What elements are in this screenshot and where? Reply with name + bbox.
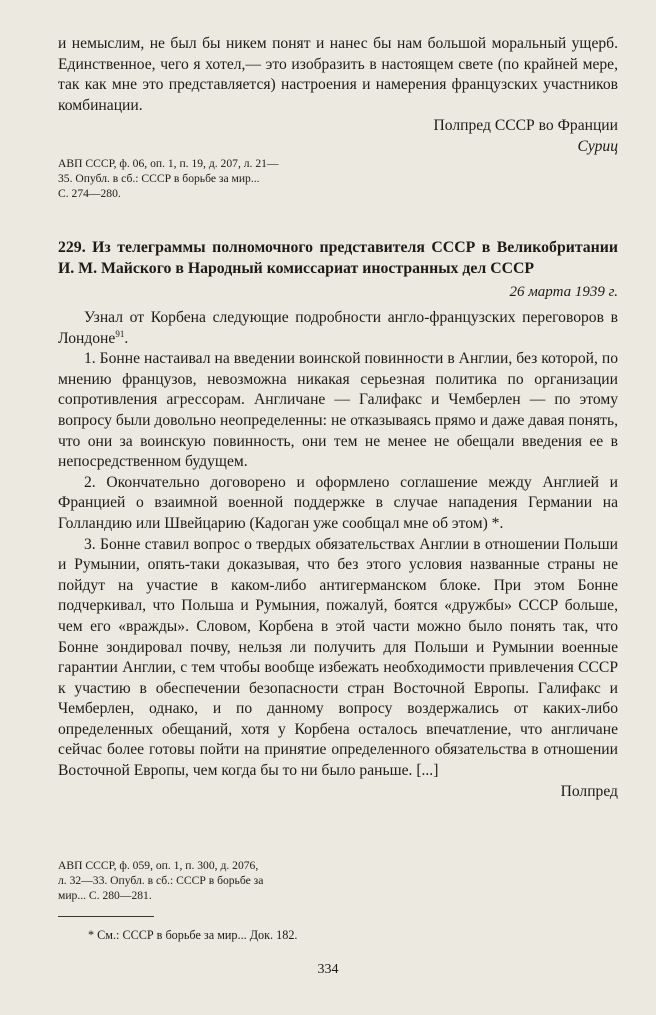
source-line: С. 274—280. — [58, 187, 121, 200]
paragraph-3: 3. Бонне ставил вопрос о твердых обязательствах Англии в отношении Польши и Румынии, опять-таки доказывая, что без этого условия названные страны не пойдут на участие в каком-либо антигерманском блоке. При этом Бонне подчеркивал, что Польша и Румыния, пожалуй, боятся «дружбы» СССР больше, чем его «вражды». Словом, Корбена в этой части можно было понять так, что Бонне зондировал почву, нельзя ли получить для Польши и Румынии военные гарантии Англии, с тем чтобы вообще избежать необходимости привлечения СССР к участию в обеспечении безопасности стран Восточной Европы. Галифакс и Чемберлен, однако, и по данному вопросу воздержались от каких-либо определенных обещаний, хотя у Корбена осталось впечатление, что англичане сейчас более готовы пойти на принятие определенного обязательства в отношении Восточной Европы, чем когда бы то ни было раньше. [...] — [58, 535, 618, 780]
page-number: 334 — [317, 962, 339, 977]
document-heading — [58, 238, 618, 279]
continuation-paragraph: и немыслим, не был бы никем понят и нанес бы нам большой моральный ущерб. Единственное, чего я хотел,— это изобразить в настоящем свете (по крайней мере, так как мне это представляется) настроения и намерения французских участников комбинации. — [58, 35, 618, 114]
endnote-marker: 91 — [115, 328, 125, 339]
paragraph-1: 1. Бонне настаивал на введении воинской повинности в Англии, без которой, по мнению французов, невозможна никакая серьезная политика по организации сопротивления агрессорам. Англичане — Галифакс и Чемберлен — по этому вопросу были довольно неопределенны: не отказываясь прямо и даже давая понять, что они за воинскую повинность, они тем не менее не обещали введения ее в непосредственном будущем. — [58, 350, 618, 471]
archive-source-1 — [58, 156, 358, 201]
footnote: * См.: СССР в борьбе за мир... Док. 182. — [88, 928, 298, 942]
source-line: мир... С. 280—281. — [58, 889, 152, 902]
source-line: АВП СССР, ф. 06, оп. 1, п. 19, д. 207, л. 21— — [58, 157, 279, 170]
source-line: л. 32—33. Опубл. в сб.: СССР в борьбе за — [58, 874, 264, 887]
signature-title: Полпред СССР во Франции — [433, 117, 618, 135]
text-block-body — [58, 308, 618, 802]
paragraph-2: 2. Окончательно договорено и оформлено соглашение между Англией и Францией о взаимной военной поддержке в случае нападения Германии на Голландию или Швейцарию (Кадоган уже сообщал мне об этом) *. — [58, 473, 618, 532]
document-number: 229. — [58, 239, 86, 256]
intro-paragraph: Узнал от Корбена следующие подробности англо-французских переговоров в Лондоне$^{91}$. — [58, 309, 618, 347]
source-line: 35. Опубл. в сб.: СССР в борьбе за мир... — [58, 172, 260, 185]
source-line: АВП СССР, ф. 059, оп. 1, п. 300, д. 2076, — [58, 859, 259, 872]
intro-text: Узнал от Корбена следующие подробности англо-французских переговоров в Лондоне — [58, 309, 618, 347]
text-block-top — [58, 34, 618, 158]
signature-2: Полпред — [560, 782, 618, 800]
signature-name: Суриц — [577, 137, 618, 155]
document-date: 26 марта 1939 г. — [509, 284, 618, 300]
archive-source-2 — [58, 858, 358, 903]
footnote-divider — [58, 916, 154, 917]
document-title: Из телеграммы полномочного представителя СССР в Великобритании И. М. Майского в Народный комиссариат иностранных дел СССР — [58, 239, 618, 277]
